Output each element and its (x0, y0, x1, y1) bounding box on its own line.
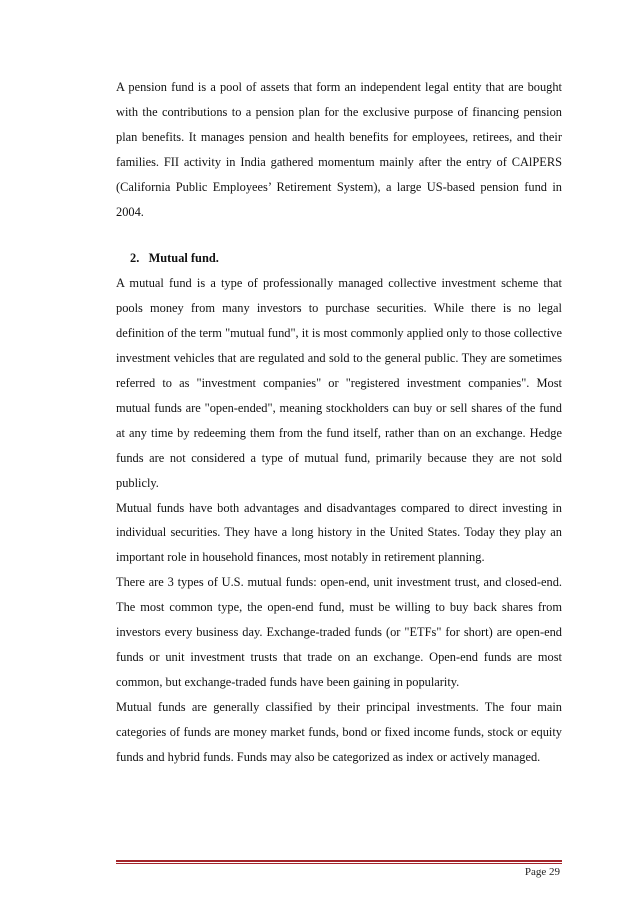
paragraph-advantages: Mutual funds have both advantages and disadvantages compared to direct investing in individual securities. They have a long history in the United States. Today they play an important role in household finances, most notably in retirement planning. (116, 500, 562, 565)
section-heading-mutual-fund: 2. Mutual fund. (130, 251, 219, 266)
paragraph-fund-types: There are 3 types of U.S. mutual funds: open-end, unit investment trust, and closed-end. The most common type, the open-end fund, must be willing to buy back shares from investors every business day. Exchange-traded funds (or "ETFs" for short) are open-end funds or unit investment trusts that trade on an exchange. Open-end funds are most common, but exchange-traded funds have been gaining in popularity. (116, 575, 562, 689)
paragraph-mutual-fund-definition: A mutual fund is a type of professionally managed collective investment scheme that pools money from many investors to purchase securities. While there is no legal definition of the term "mutual fund", it is most commonly applied only to those collective investment vehicles that are regulated and sold to the general public. They are sometimes referred to as "investment companies" or "registered investment companies". Most mutual funds are "open-ended", meaning stockholders can buy or sell shares of the fund at any time by redeeming them from the fund itself, rather than on an exchange. Hedge funds are not considered a type of mutual fund, primarily because they are not sold publicly. (116, 276, 562, 490)
paragraph-pension-fund: A pension fund is a pool of assets that form an independent legal entity that are bought with the contributions to a pension plan for the exclusive purpose of financing pension plan benefits. It manages pension and health benefits for employees, retirees, and their families. FII activity in India gathered momentum mainly after the entry of CAlPERS (California Public Employees’ Retirement System), a large US-based pension fund in 2004. (116, 80, 562, 219)
footer-divider (116, 860, 562, 864)
page-body (116, 75, 562, 769)
paragraph-classification: Mutual funds are generally classified by their principal investments. The four main categories of funds are money market funds, bond or fixed income funds, stock or equity funds and hybrid funds. Funds may also be categorized as index or actively managed. (116, 699, 562, 764)
page-number: Page 29 (524, 866, 560, 878)
